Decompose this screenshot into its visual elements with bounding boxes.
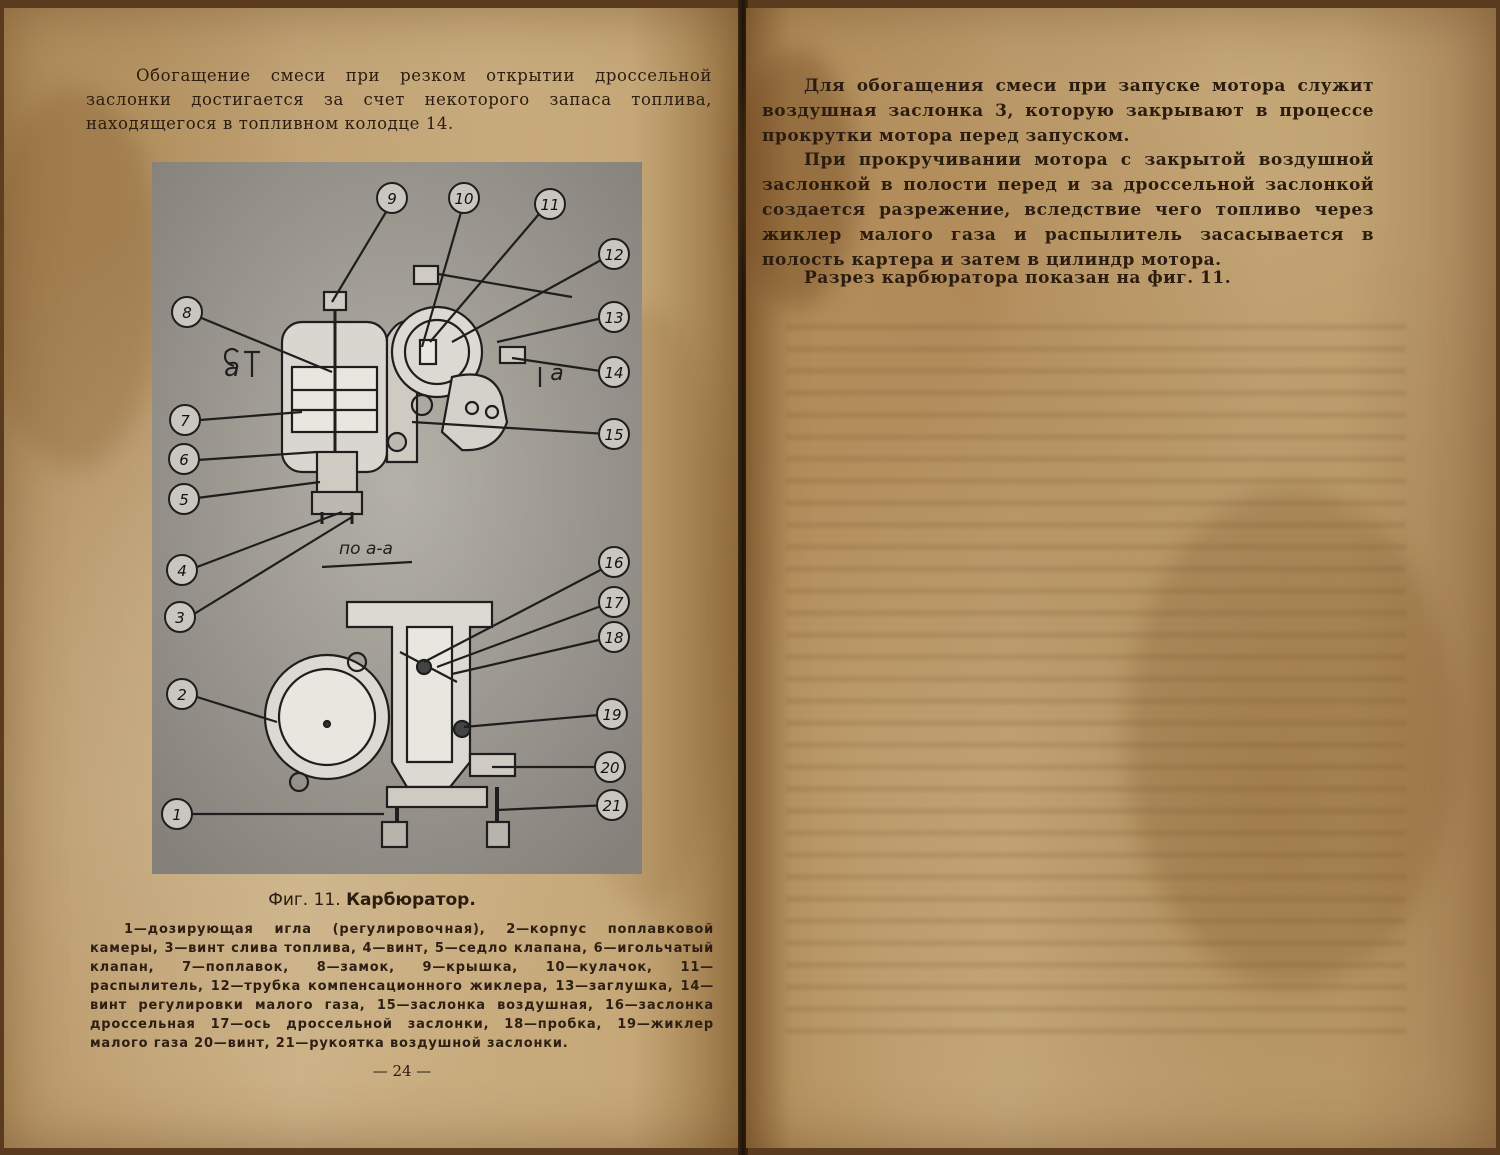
- svg-text:7: 7: [180, 412, 190, 430]
- right-paragraph-1: Для обогащения смеси при запуске мотора служит воздушная заслонка 3, которую закрывают в процессе прокрутки мотора перед запуском.: [762, 76, 1374, 146]
- callout-8: [172, 297, 202, 327]
- callout-2: [167, 679, 197, 709]
- callout-3: [165, 602, 195, 632]
- callout-17: [599, 587, 629, 617]
- svg-text:19: 19: [602, 706, 622, 724]
- svg-text:12: 12: [604, 246, 624, 264]
- left-page: [4, 8, 740, 1148]
- callout-18: [599, 622, 629, 652]
- svg-text:6: 6: [179, 451, 189, 469]
- right-paragraph-2: При прокручивании мотора с закрытой воздушной заслонкой в полости перед и за дроссельной заслонкой создается разрежение, вследствие чего топливо через жиклер малого газа и распылитель засасывается в полость картера и затем в цилиндр мотора.: [762, 150, 1374, 270]
- water-stain: [0, 88, 164, 468]
- svg-text:11: 11: [540, 196, 560, 214]
- callout-12: [599, 239, 629, 269]
- callout-15: [599, 419, 629, 449]
- svg-text:8: 8: [182, 304, 192, 322]
- water-stain: [1126, 488, 1456, 988]
- callout-19: [597, 699, 627, 729]
- svg-text:20: 20: [600, 759, 620, 777]
- carburetor-drawing: [152, 162, 642, 874]
- callout-21: [597, 790, 627, 820]
- callout-9: [377, 183, 407, 213]
- svg-text:4: 4: [177, 562, 187, 580]
- section-mark-a: а: [224, 353, 240, 383]
- callout-16: [599, 547, 629, 577]
- section-mark-b: а: [550, 361, 564, 386]
- caption-prefix: Фиг. 11.: [268, 890, 341, 910]
- svg-text:9: 9: [387, 190, 397, 208]
- callout-6: [169, 444, 199, 474]
- svg-text:18: 18: [604, 629, 624, 647]
- callout-14: [599, 357, 629, 387]
- svg-text:16: 16: [604, 554, 624, 572]
- svg-text:5: 5: [179, 491, 189, 509]
- right-paragraph-3: Разрез карбюратора показан на фиг. 11.: [804, 268, 1232, 288]
- left-paragraph: Обогащение смеси при резком открытии дроссельной заслонки достигается за счет некоторого запаса топлива, находящегося в топливном колодце 14.: [86, 66, 712, 133]
- svg-text:1: 1: [172, 806, 182, 824]
- svg-text:13: 13: [604, 309, 624, 327]
- figure-caption: [4, 890, 740, 910]
- svg-text:2: 2: [177, 686, 187, 704]
- svg-text:21: 21: [602, 797, 622, 815]
- right-page: [746, 8, 1496, 1148]
- callout-10: [449, 183, 479, 213]
- figure-legend: 1—дозирующая игла (регулировочная), 2—корпус поплавковой камеры, 3—винт слива топлива, 4—винт, 5—седло клапана, 6—игольчатый клапан, 7—поплавок, 8—замок, 9—крышка, 10—кулачок, 11—распылитель, 12—трубка компенсационного жиклера, 13—заглушка, 14—винт регулировки малого газа, 15—заслонка воздушная, 16—заслонка дроссельная 17—ось дроссельной заслонки, 18—пробка, 19—жиклер малого газа 20—винт, 21—рукоятка воздушной заслонки.: [90, 922, 714, 1051]
- callout-20: [595, 752, 625, 782]
- callout-11: [535, 189, 565, 219]
- page-number: — 24 —: [372, 1062, 432, 1080]
- callout-4: [167, 555, 197, 585]
- callout-13: [599, 302, 629, 332]
- svg-text:10: 10: [454, 190, 474, 208]
- svg-text:3: 3: [175, 609, 185, 627]
- caption-title: Карбюратор.: [346, 890, 476, 910]
- callout-1: [162, 799, 192, 829]
- callout-7: [170, 405, 200, 435]
- svg-text:14: 14: [604, 364, 624, 382]
- section-label: по а-а: [339, 539, 393, 559]
- carburetor-figure: [152, 162, 642, 874]
- svg-text:15: 15: [604, 426, 624, 444]
- svg-text:17: 17: [604, 594, 624, 612]
- callout-5: [169, 484, 199, 514]
